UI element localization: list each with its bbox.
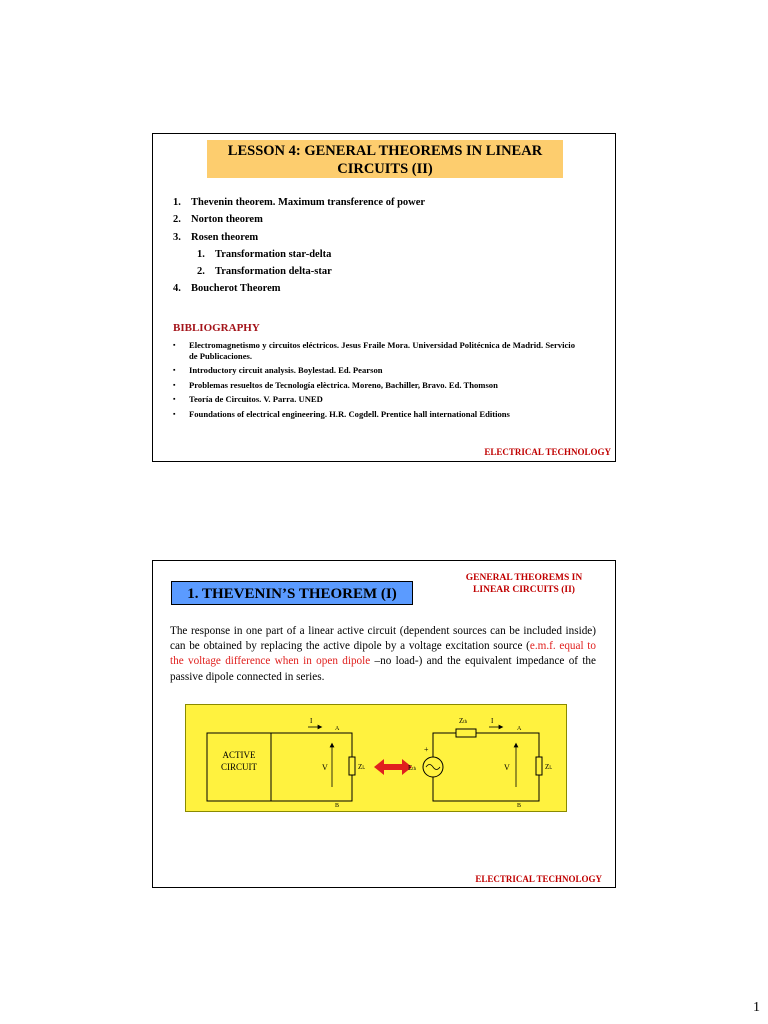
current-label: I [491, 717, 494, 725]
lesson-title [207, 140, 563, 178]
bullet-icon: ▪ [173, 366, 176, 375]
active-circuit-label: CIRCUIT [221, 762, 257, 772]
node-b-label: B [335, 803, 340, 809]
slide-lesson-overview [152, 133, 616, 462]
bibliography-item: ▪ Foundations of electrical engineering. H.R. Cogdell. Prentice hall international Editions [173, 408, 510, 419]
outline-subitem: 1. Transformation star-delta [197, 248, 332, 260]
double-arrow-icon [374, 759, 412, 775]
outline-item: 4. Boucherot Theorem [173, 283, 281, 295]
theorem-statement: The response in one part of a linear active circuit (dependent sources can be included inside) can be obtained by replacing the active dipole by a voltage excitation source (e.m.f. equal to the voltage difference when in open dipole –no load-) and the equivalent impedance of the passive dipole connected in series. [170, 625, 596, 683]
node-b-label: B [517, 803, 522, 809]
node-a-label: A [335, 726, 340, 732]
voltage-label: V [322, 763, 328, 772]
right-wire [433, 733, 456, 757]
current-label: I [310, 717, 313, 725]
bullet-icon: ▪ [173, 395, 176, 404]
circuit-diagram [186, 705, 568, 813]
slide-footer: ELECTRICAL TECHNOLOGY [484, 447, 611, 457]
lesson-title-line1: LESSON 4: GENERAL THEOREMS IN LINEAR [227, 143, 543, 159]
outline-item: 1. Thevenin theorem. Maximum transference of power [173, 197, 426, 208]
left-wire [271, 733, 352, 801]
page-number: 1 [753, 1000, 760, 1015]
thevenin-equivalence-diagram [185, 704, 567, 812]
outline-subitem: 2. Transformation delta-star [197, 266, 332, 278]
active-circuit-label: ACTIVE [222, 750, 256, 760]
right-wire [433, 733, 539, 801]
lesson-title-line2: CIRCUITS (II) [337, 161, 433, 177]
outline-item: 3. Rosen theorem [173, 231, 259, 243]
load-impedance [536, 757, 542, 775]
load-impedance [349, 757, 355, 775]
voltage-label: V [504, 763, 510, 772]
bibliography-item: ▪ Introductory circuit analysis. Boylestad. Ed. Pearson [173, 365, 383, 376]
bibliography-item: ▪ Teoría de Circuitos. V. Parra. UNED [173, 394, 323, 405]
slide-footer: ELECTRICAL TECHNOLOGY [475, 874, 602, 884]
eth-label: Eth [408, 764, 417, 772]
thevenin-impedance [456, 729, 476, 737]
bullet-icon: ▪ [173, 409, 176, 418]
outline-item: 2. Norton theorem [173, 214, 263, 226]
emf-highlight: e.m.f. equal to the voltage difference when in open dipole [170, 640, 596, 668]
bibliography-item: ▪ Problemas resueltos de Tecnología elèctrica. Moreno, Bachiller, Bravo. Ed. Thomson [173, 379, 498, 390]
bullet-icon: ▪ [173, 380, 176, 389]
slide-thevenin-theorem [152, 560, 616, 888]
load-label: ZL [358, 763, 366, 771]
bibliography-item: ▪ Electromagnetismo y circuitos eléctricos. Jesus Fraile Mora. Universidad Politécnica de Madrid. Servicio de Publicaciones. [173, 340, 575, 361]
section-title: GENERAL THEOREMS IN LINEAR CIRCUITS (II) [465, 573, 583, 595]
bullet-icon: ▪ [173, 341, 176, 349]
plus-sign: + [424, 745, 429, 754]
lesson-outline [173, 194, 425, 298]
slide-title: 1. THEVENIN’S THEOREM (I) [171, 581, 413, 605]
load-label: ZL [545, 763, 553, 771]
zth-label: Zth [459, 717, 468, 725]
node-a-label: A [517, 726, 522, 732]
bibliography-heading: BIBLIOGRAPHY [173, 322, 260, 334]
bibliography-list [173, 340, 575, 423]
